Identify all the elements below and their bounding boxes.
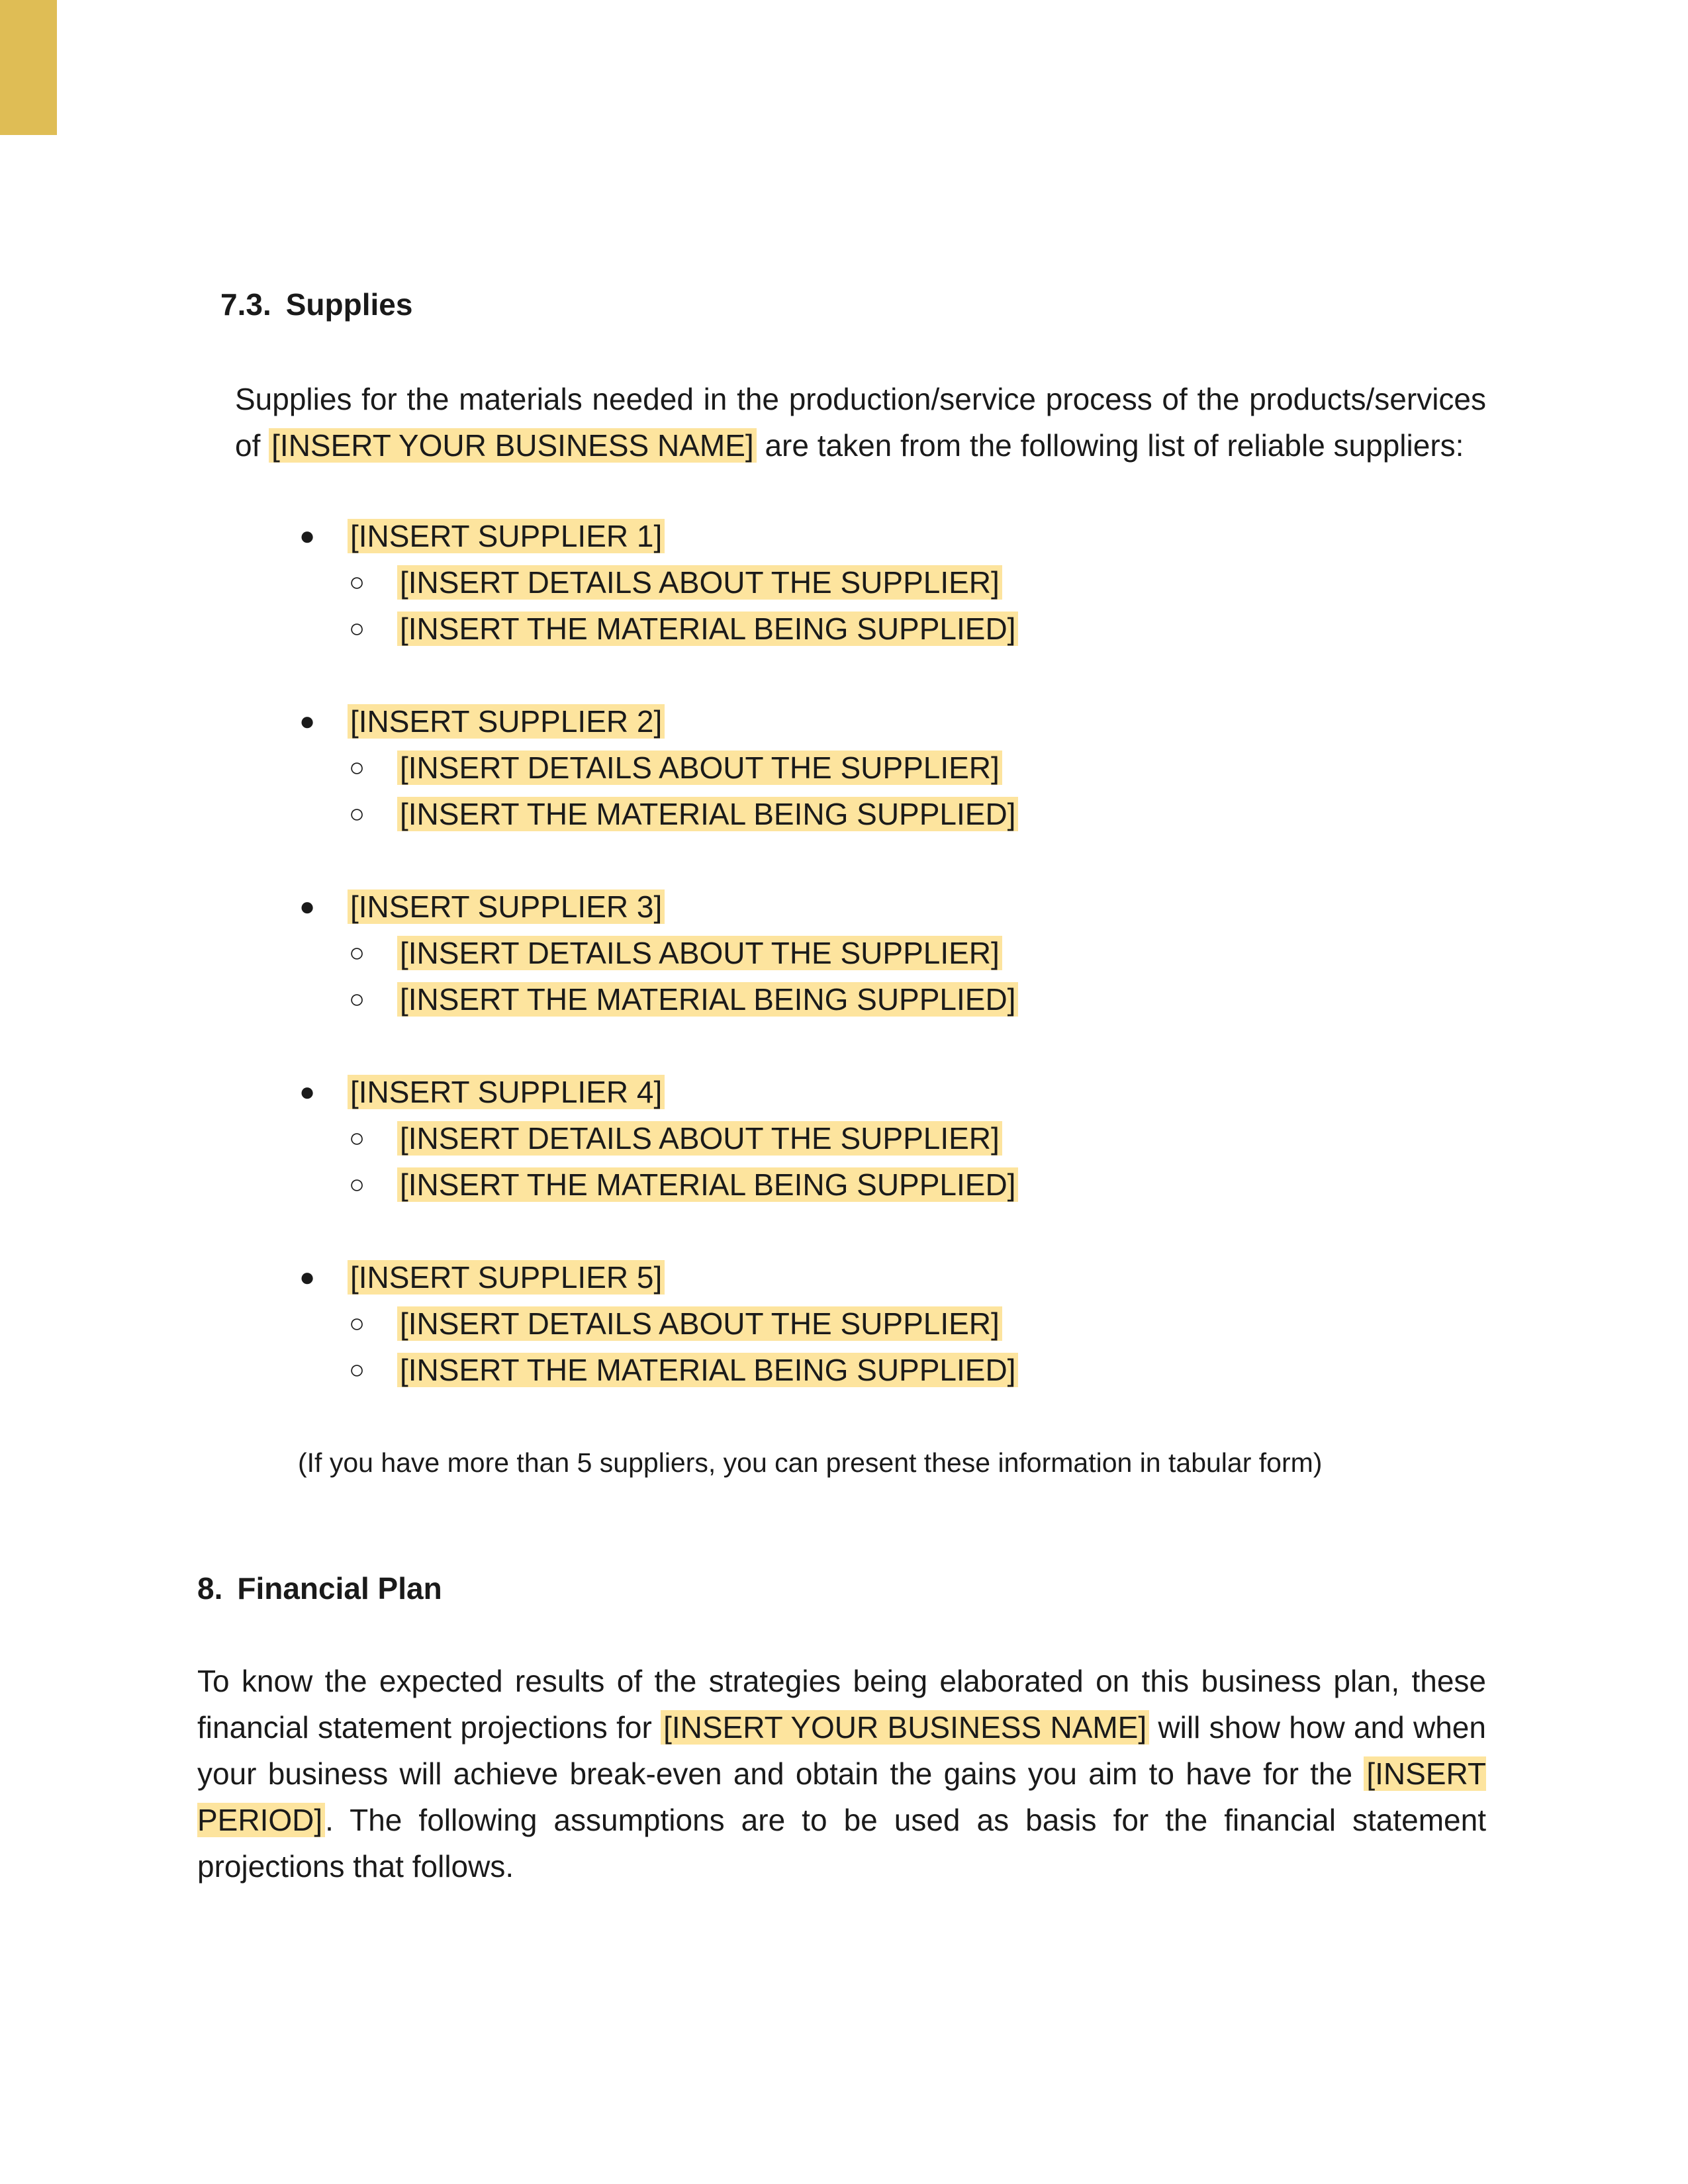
details-placeholder: [INSERT DETAILS ABOUT THE SUPPLIER] (397, 1121, 1002, 1156)
supplier-item (291, 698, 1417, 837)
bullet-circle-icon: ○ (349, 1355, 365, 1385)
financial-text-end: . The following assumptions are to be used as basis for the financial statement projections that follows. (197, 1803, 1486, 1884)
bullet-circle-icon: ○ (349, 1309, 365, 1338)
supplier-details (291, 930, 1417, 976)
supplier-material (291, 1347, 1417, 1393)
details-placeholder: [INSERT DETAILS ABOUT THE SUPPLIER] (397, 936, 1002, 970)
section-title: Financial Plan (237, 1571, 442, 1606)
supplier-details (291, 1300, 1417, 1347)
financial-text-mid: will show how and when your business will achieve break-even and obtain the gains you aim to have for the (197, 1710, 1486, 1791)
material-placeholder: [INSERT THE MATERIAL BEING SUPPLIED] (397, 1353, 1018, 1387)
bullet-circle-icon: ○ (349, 568, 365, 597)
details-placeholder: [INSERT DETAILS ABOUT THE SUPPLIER] (397, 565, 1002, 600)
bullet-circle-icon: ○ (349, 614, 365, 643)
corner-accent-tab (0, 0, 57, 135)
supplier-name: [INSERT SUPPLIER 4] (348, 1075, 665, 1109)
supplier-sublist (348, 1115, 1417, 1208)
bullet-circle-icon: ○ (349, 985, 365, 1014)
intro-text: Supplies for the materials needed in the production/service process of the products/services of (235, 382, 1486, 463)
supplier-material (291, 791, 1417, 837)
business-name-placeholder: [INSERT YOUR BUSINESS NAME] (661, 1710, 1149, 1745)
supplier-item (291, 884, 1417, 1023)
material-placeholder: [INSERT THE MATERIAL BEING SUPPLIED] (397, 797, 1018, 831)
supplier-name: [INSERT SUPPLIER 2] (348, 704, 665, 739)
business-name-placeholder: [INSERT YOUR BUSINESS NAME] (269, 428, 757, 463)
supplier-sublist (348, 559, 1417, 652)
section-number: 7.3. (220, 287, 271, 322)
section-7-3-heading (220, 285, 412, 324)
supplier-details (291, 559, 1417, 606)
supplier-note: (If you have more than 5 suppliers, you can present these information in tabular form) (298, 1447, 1323, 1478)
supplier-sublist (348, 1300, 1417, 1393)
bullet-dot-icon: ● (299, 1077, 316, 1107)
supplier-item (291, 1254, 1417, 1393)
supplier-name: [INSERT SUPPLIER 5] (348, 1260, 665, 1295)
details-placeholder: [INSERT DETAILS ABOUT THE SUPPLIER] (397, 751, 1002, 785)
bullet-dot-icon: ● (299, 522, 316, 551)
bullet-circle-icon: ○ (349, 1124, 365, 1153)
section-8-heading (197, 1569, 442, 1608)
bullet-circle-icon: ○ (349, 1170, 365, 1199)
bullet-dot-icon: ● (299, 707, 316, 736)
supplier-sublist (348, 745, 1417, 837)
supplier-item (291, 1069, 1417, 1208)
supplier-details (291, 745, 1417, 791)
supplier-details (291, 1115, 1417, 1161)
bullet-circle-icon: ○ (349, 753, 365, 782)
bullet-dot-icon: ● (299, 892, 316, 921)
supplier-material (291, 976, 1417, 1023)
supplier-item (291, 513, 1417, 652)
supplier-material (291, 606, 1417, 652)
bullet-circle-icon: ○ (349, 799, 365, 829)
financial-text: To know the expected results of the strategies being elaborated on this business plan, these financial statement projections for (197, 1664, 1486, 1745)
material-placeholder: [INSERT THE MATERIAL BEING SUPPLIED] (397, 1167, 1018, 1202)
supplies-intro-paragraph (235, 376, 1486, 469)
period-placeholder: [INSERT PERIOD] (197, 1756, 1486, 1837)
section-title: Supplies (285, 287, 413, 322)
details-placeholder: [INSERT DETAILS ABOUT THE SUPPLIER] (397, 1306, 1002, 1341)
supplier-material (291, 1161, 1417, 1208)
supplier-name: [INSERT SUPPLIER 3] (348, 889, 665, 924)
supplier-sublist (348, 930, 1417, 1023)
section-number: 8. (197, 1571, 223, 1606)
financial-plan-paragraph (197, 1658, 1486, 1889)
supplier-list (291, 513, 1417, 1393)
material-placeholder: [INSERT THE MATERIAL BEING SUPPLIED] (397, 982, 1018, 1017)
intro-text-end: are taken from the following list of reliable suppliers: (756, 428, 1464, 463)
supplier-name: [INSERT SUPPLIER 1] (348, 519, 665, 553)
material-placeholder: [INSERT THE MATERIAL BEING SUPPLIED] (397, 612, 1018, 646)
bullet-dot-icon: ● (299, 1263, 316, 1292)
bullet-circle-icon: ○ (349, 938, 365, 968)
